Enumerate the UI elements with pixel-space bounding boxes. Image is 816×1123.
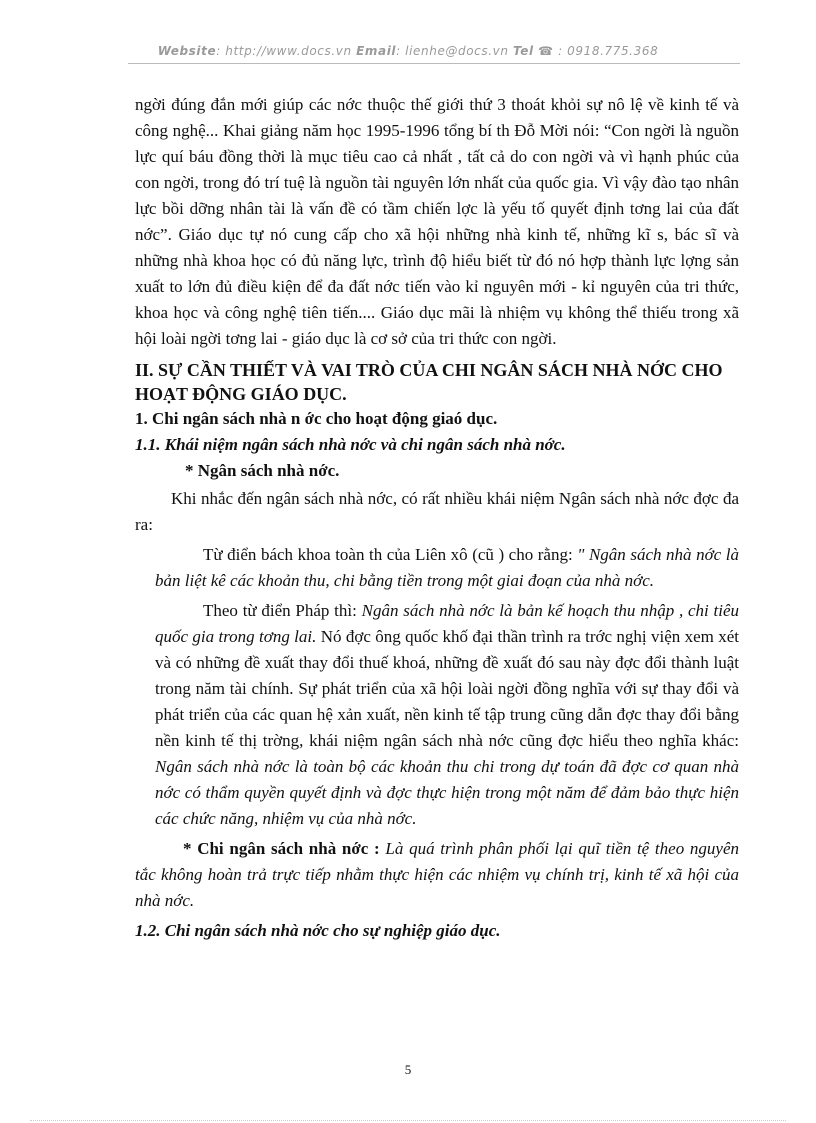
- soviet-definition-italic: " Ngân sách nhà nớc là bản liệt kê các khoản thu, chi bằng tiền trong một giai đoạn của nhà nớc.: [155, 545, 739, 590]
- page-header: [0, 44, 816, 58]
- website-value[interactable]: : http://www.docs.vn: [216, 44, 352, 58]
- expenditure-definition: Là quá trình phân phối lại quĩ tiền tệ theo nguyên tắc không hoàn trả trực tiếp nhằm thực hiện các nhiệm vụ chính trị, kinh tế xã hội của nhà nớc.: [135, 839, 739, 910]
- paragraph-soviet-definition: [155, 542, 739, 594]
- footer-divider: [30, 1120, 786, 1121]
- email-label: Email: [356, 44, 397, 58]
- french-definition-plain-2: Nó đợc ông quốc khố đại thần trình ra trớc nghị viện xem xét và có những đề xuất thay đổi thuế khoá, những đề xuất đó sau này đợc đổi thành luật trong năm tài chính. Sự phát triển của xã hội loài ngời đồng nghĩa với sự thay đổi và phát triển của các quan hệ xản xuất, nền kinh tế tập trung cũng dẫn đợc thay đổi bằng nền kinh tế thị trờng, khái niệm ngân sách nhà nớc cũng đợc hiểu theo nghĩa khác:: [155, 627, 739, 750]
- section-heading-ii: II. SỰ CẦN THIẾT VÀ VAI TRÒ CỦA CHI NGÂN SÁCH NHÀ NỚC CHO HOẠT ĐỘNG GIÁO DỤC.: [135, 360, 723, 404]
- heading-1: 1. Chi ngân sách nhà n ớc cho hoạt động giaó dục.: [135, 409, 498, 428]
- french-definition-italic-1: Ngân sách nhà nớc là bản kế hoạch thu nhập , chi tiêu quốc gia trong tơng lai.: [155, 601, 739, 646]
- french-definition-italic-2: Ngân sách nhà nớc là toàn bộ các khoản thu chi trong dự toán đã đợc cơ quan nhà nớc có thẩm quyền quyết định và đợc thực hiện trong một năm để đảm bảo thực hiện các chức năng, nhiệm vụ của nhà nớc.: [155, 757, 739, 828]
- heading-1-1: 1.1. Khái niệm ngân sách nhà nớc và chi ngân sách nhà nớc.: [135, 435, 566, 454]
- page-number: 5: [404, 1062, 412, 1077]
- header-divider: [128, 63, 740, 64]
- website-label: Website: [157, 44, 217, 58]
- tel-label: Tel: [512, 44, 534, 58]
- heading-1-2: 1.2. Chi ngân sách nhà nớc cho sự nghiệp giáo dục.: [135, 921, 501, 940]
- soviet-definition-plain: Từ điển bách khoa toàn th của Liên xô (cũ ) cho rằng:: [203, 545, 578, 564]
- expenditure-term: * Chi ngân sách nhà nớc :: [183, 839, 380, 858]
- document-body: [135, 92, 739, 944]
- email-value[interactable]: : lienhe@docs.vn: [396, 44, 509, 58]
- tel-value: ☎ : 0918.775.368: [538, 44, 659, 58]
- french-definition-plain-1: Theo từ điển Pháp thì:: [203, 601, 362, 620]
- paragraph-expenditure-definition: [135, 836, 739, 914]
- paragraph-french-definition: [155, 598, 739, 832]
- paragraph-education-role: ngời đúng đắn mới giúp các nớc thuộc thế giới thứ 3 thoát khỏi sự nô lệ về kinh tế và công nghệ... Khai giảng năm học 1995-1996 tổng bí th Đỗ Mời nói: “Con ngời là nguồn lực quí báu đồng thời là mục tiêu cao cả nhất , tất cả do con ngời và vì hạnh phúc của con ngời, trong đó trí tuệ là nguồn tài nguyên lớn nhất của quốc gia. Vì vậy đào tạo nhân lực bồi dỡng nhân tài là vấn đề có tầm chiến lợc là yếu tố quyết định tơng lai của đất nớc”. Giáo dục tự nó cung cấp cho xã hội những nhà kinh tế, những kĩ s, bác sĩ và những nhà khoa học có đủ năng lực, trình độ hiểu biết từ đó nó hợp thành lực lợng sản xuất to lớn đủ điều kiện để đa đất nớc tiến vào kỉ nguyên mới - kỉ nguyên của tri thức, khoa học và công nghệ tiên tiến.... Giáo dục mãi là nhiệm vụ không thể thiếu trong xã hội loài ngời tơng lai - giáo dục là cơ sở của tri thức con ngời.: [135, 95, 739, 348]
- paragraph-budget-intro: Khi nhắc đến ngân sách nhà nớc, có rất nhiều khái niệm Ngân sách nhà nớc đợc đa ra:: [135, 489, 739, 534]
- heading-state-budget: * Ngân sách nhà nớc.: [185, 461, 340, 480]
